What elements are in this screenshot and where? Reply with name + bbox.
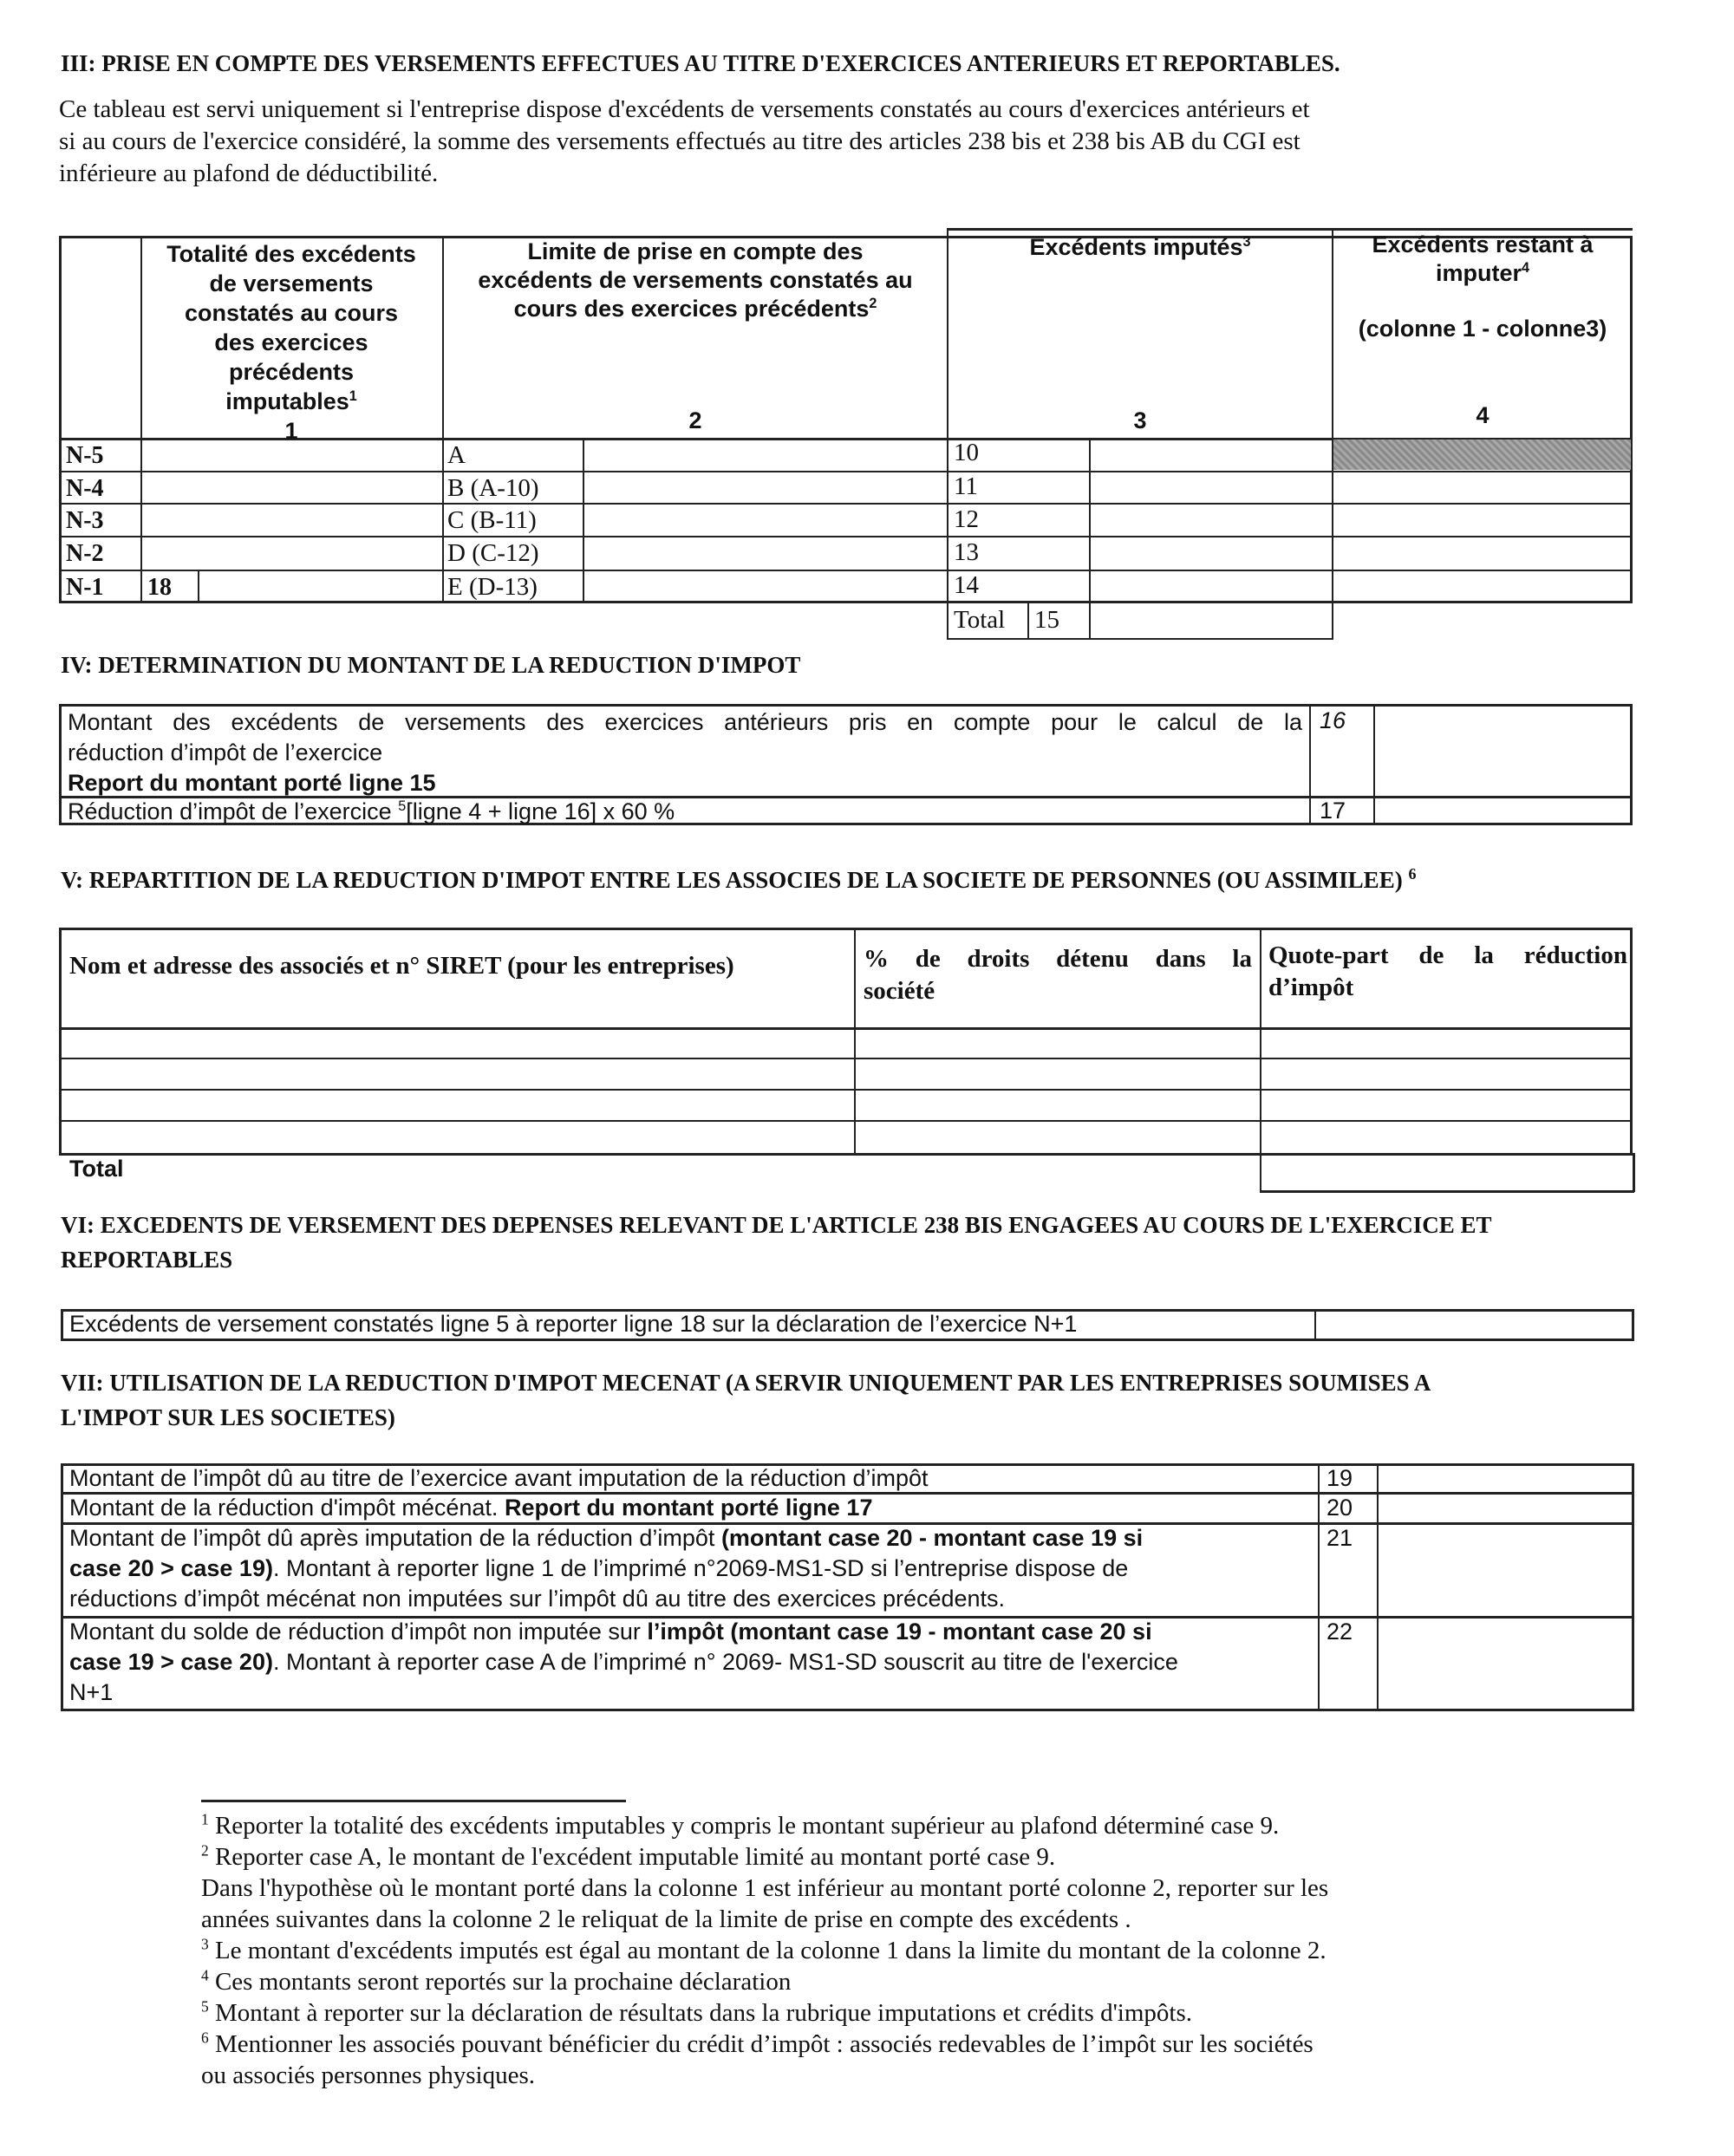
row16-text-line-1: Montant des excédents de versements des exercices antérieurs pris en compte pour le calcul de la: [68, 709, 1302, 735]
footnote-1: $^1$ Reporter la totalité des excédents imputables y compris le montant supérieur au plafond déterminé case 9.: [201, 1810, 1280, 1840]
row-label-n4: N-4: [66, 475, 104, 502]
n5-col3-input[interactable]: [1091, 440, 1331, 470]
col1-code-18: 18: [147, 574, 172, 601]
associates-total-label: Total: [69, 1156, 124, 1182]
footnote-3: $^3$ Le montant d'excédents imputés est égal au montant de la colonne 1 dans la limite du montant de la colonne 2.: [201, 1935, 1327, 1964]
excess-row-input[interactable]: [1316, 1311, 1633, 1339]
total-code-15: 15: [1034, 606, 1059, 634]
footnote-6: $^6$ Mentionner les associés pouvant bénéficier du crédit d’impôt : associés redevables de l’impôt sur les sociétés: [201, 2029, 1314, 2058]
n1-col1-input[interactable]: [199, 571, 441, 603]
associates-col-percent: % de droits détenu dans la: [864, 945, 1252, 973]
col2-code-a: A: [447, 441, 466, 469]
row21-input[interactable]: [1379, 1525, 1633, 1615]
row20-input[interactable]: [1379, 1495, 1633, 1521]
row-label-n3: N-3: [66, 507, 104, 534]
row16-text-line-2: réduction d’impôt de l’exercice: [68, 739, 383, 765]
col2-code-d: D (C-12): [447, 539, 539, 567]
col3-code-11: 11: [954, 472, 978, 500]
section-6-title-line-2: REPORTABLES: [61, 1247, 233, 1273]
col2-code-e: E (D-13): [447, 573, 538, 601]
col2-number: 2: [688, 407, 702, 433]
col3-code-10: 10: [954, 439, 979, 466]
footnote-2: $^2$ Reporter case A, le montant de l'excédent imputable limité au montant porté case 9.: [201, 1841, 1056, 1871]
col2-header: Limite de prise en compte des excédents de versements constatés au cours des exercices précédents$^2$: [478, 238, 913, 322]
associate-name-input-4[interactable]: [61, 1122, 852, 1153]
row16-code: 16: [1320, 707, 1346, 733]
col4-header: Excédents restant à imputer$^4$: [1372, 231, 1594, 286]
col2-code-b: B (A-10): [447, 474, 539, 502]
row-label-n2: N-2: [66, 540, 104, 567]
section-7-title-line-1: VII: UTILISATION DE LA REDUCTION D'IMPOT MECENAT (A SERVIR UNIQUEMENT PAR LES ENTREPRISES SOUMISES A: [61, 1370, 1431, 1396]
associates-col-share: Quote-part de la réduction: [1268, 941, 1627, 969]
row22-text-line-2: case 19 > case 20). Montant à reporter case A de l’imprimé n° 2069- MS1-SD souscrit au titre de l'exercice: [69, 1649, 1178, 1675]
footnotes: [201, 1810, 1328, 2091]
row22-text-line-1: Montant du solde de réduction d’impôt non imputée sur l’impôt (montant case 19 - montant case 20 si: [69, 1619, 1152, 1645]
footnote-4: $^4$ Ces montants seront reportés sur la prochaine déclaration: [201, 1966, 792, 1996]
row21-code: 21: [1327, 1525, 1353, 1551]
section-4-title: IV: DETERMINATION DU MONTANT DE LA REDUCTION D'IMPOT: [61, 652, 801, 678]
associate-name-input-3[interactable]: [61, 1091, 852, 1119]
row19-input[interactable]: [1379, 1465, 1633, 1491]
col2-code-c: C (B-11): [447, 506, 537, 534]
shaded-cell: [1333, 440, 1631, 470]
row20-text: Montant de la réduction d'impôt mécénat. Report du montant porté ligne 17: [69, 1495, 873, 1521]
excess-row-text: Excédents de versement constatés ligne 5 à reporter ligne 18 sur la déclaration de l’exercice N+1: [69, 1311, 1078, 1337]
footnote-separator: [201, 1800, 626, 1802]
section-3-intro-line-2: si au cours de l'exercice considéré, la somme des versements effectués au titre des articles 238 bis et 238 bis AB du CGI est: [59, 127, 1300, 155]
footnote-6-cont: ou associés personnes physiques.: [201, 2062, 536, 2089]
associate-name-input-2[interactable]: [61, 1059, 852, 1088]
row20-code: 20: [1327, 1495, 1353, 1521]
section-7-title-line-2: L'IMPOT SUR LES SOCIETES): [61, 1404, 395, 1430]
col3-number: 3: [1133, 407, 1147, 433]
row19-text: Montant de l’impôt dû au titre de l’exercice avant imputation de la réduction d’impôt: [69, 1465, 929, 1491]
row19-code: 19: [1327, 1465, 1353, 1491]
row22-code: 22: [1327, 1619, 1353, 1645]
col4-number: 4: [1476, 402, 1490, 428]
n5-col1-input[interactable]: [142, 440, 441, 470]
row-label-n5: N-5: [66, 442, 104, 469]
row21-text-line-2: case 20 > case 19). Montant à reporter ligne 1 de l’imprimé n°2069-MS1-SD si l’entreprise dispose de: [69, 1555, 1129, 1581]
row17-text: Réduction d’impôt de l’exercice $^5$[ligne 4 + ligne 16] x 60 %: [68, 798, 675, 824]
col3-header: Excédents imputés$^3$: [1029, 234, 1251, 260]
row21-text-line-3: réductions d’impôt mécénat non imputées sur l’impôt dû au titre des exercices précédents.: [69, 1586, 1006, 1612]
row22-text-line-3: N+1: [69, 1679, 114, 1705]
row21-text-line-1: Montant de l’impôt dû après imputation de la réduction d’impôt (montant case 20 - montant case 19 si: [69, 1525, 1144, 1551]
footnote-2-cont-2: années suivantes dans la colonne 2 le reliquat de la limite de prise en compte des excédents .: [201, 1905, 1131, 1933]
row17-code: 17: [1320, 798, 1346, 824]
section-5-title: V: REPARTITION DE LA REDUCTION D'IMPOT ENTRE LES ASSOCIES DE LA SOCIETE DE PERSONNES (OU ASSIMILEE) $^6$: [61, 865, 1417, 893]
n5-col2-input[interactable]: [584, 440, 946, 470]
associates-total-input[interactable]: [1261, 1156, 1633, 1189]
row16-input[interactable]: [1375, 706, 1631, 795]
section-3-intro-line-1: Ce tableau est servi uniquement si l'entreprise dispose d'excédents de versements constatés au cours d'exercices antérieurs et: [59, 95, 1310, 123]
section-3-title: III: PRISE EN COMPTE DES VERSEMENTS EFFECTUES AU TITRE D'EXERCICES ANTERIEURS ET REPORTABLES.: [61, 50, 1340, 76]
col3-code-14: 14: [954, 571, 979, 599]
associates-col-percent-2: société: [864, 977, 935, 1005]
row22-input[interactable]: [1379, 1619, 1633, 1710]
col1-header: Totalité des excédents de versements constatés au cours des exercices précédents imputables$^1$ 1: [166, 241, 416, 444]
total-label: Total: [954, 606, 1006, 634]
row-label-n1: N-1: [66, 574, 104, 601]
col4-subtitle: (colonne 1 - colonne3): [1358, 316, 1607, 342]
associate-name-input-1[interactable]: [61, 1029, 852, 1057]
footnote-2-cont-1: Dans l'hypothèse où le montant porté dans la colonne 1 est inférieur au montant porté colonne 2, reporter sur les: [201, 1874, 1329, 1902]
associates-col-name: Nom et adresse des associés et n° SIRET (pour les entreprises): [69, 952, 734, 980]
col3-code-12: 12: [954, 505, 979, 533]
section-3-intro-line-3: inférieure au plafond de déductibilité.: [59, 160, 439, 187]
total-input[interactable]: [1091, 603, 1331, 638]
row16-bold-text: Report du montant porté ligne 15: [68, 770, 436, 796]
row17-input[interactable]: [1375, 798, 1631, 824]
footnote-5: $^5$ Montant à reporter sur la déclaration de résultats dans la rubrique imputations et crédits d'impôts.: [201, 1997, 1193, 2027]
section-6-title-line-1: VI: EXCEDENTS DE VERSEMENT DES DEPENSES RELEVANT DE L'ARTICLE 238 BIS ENGAGEES AU COURS DE L'EXERCICE ET: [61, 1212, 1492, 1238]
col3-code-13: 13: [954, 538, 979, 566]
associates-col-share-2: d’impôt: [1268, 974, 1354, 1001]
